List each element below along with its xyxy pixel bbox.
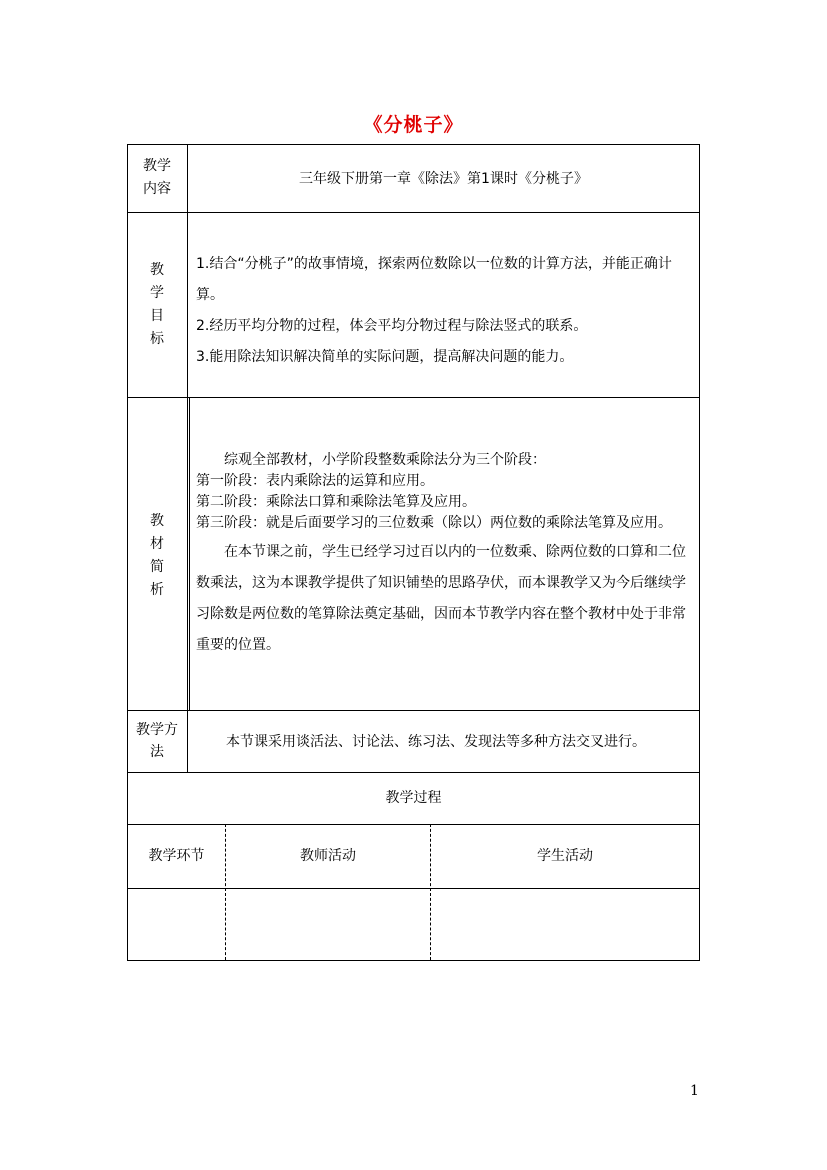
content-value: 三年级下册第一章《除法》第1课时《分桃子》: [299, 171, 588, 187]
material-intro: 综观全部教材，小学阶段整数乘除法分为三个阶段：: [224, 452, 546, 468]
lesson-plan-table: [127, 144, 700, 961]
material-analysis: [196, 450, 696, 661]
goal-item: 1.结合“分桃子”的故事情境，探索两位数除以一位数的计算方法，并能正确计算。: [196, 256, 672, 303]
method-value: 本节课采用谈活法、讨论法、练习法、发现法等多种方法交叉进行。: [226, 734, 646, 750]
process-header: 教学过程: [385, 790, 442, 806]
material-stage: 第三阶段：就是后面要学习的三位数乘（除以）两位数的乘除法笔算及应用。: [196, 515, 672, 531]
row-divider: [128, 397, 699, 398]
method-label: 教学方 法: [136, 722, 178, 760]
process-column-header: 教师活动: [300, 848, 356, 864]
goals-label: 教 学 目 标: [150, 262, 164, 347]
label-column-inner-line: [189, 397, 190, 710]
process-column-header: 学生活动: [537, 848, 593, 864]
row-divider: [128, 212, 699, 213]
row-divider: [128, 772, 699, 773]
content-label: 教学 内容: [143, 158, 171, 197]
label-column-divider: [187, 145, 188, 772]
goal-item: 3.能用除法知识解决简单的实际问题，提高解决问题的能力。: [196, 349, 574, 365]
page-number: 1: [690, 1083, 699, 1099]
material-stage: 第一阶段：表内乘除法的运算和应用。: [196, 473, 434, 489]
goals-list: [196, 249, 693, 373]
goal-item: 2.经历平均分物的过程，体会平均分物过程与除法竖式的联系。: [196, 318, 588, 334]
material-paragraph: 在本节课之前，学生已经学习过百以内的一位数乘、除两位数的口算和二位数乘法，这为本课教学提供了知识铺垫的思路孕伏，而本课教学又为今后继续学习除数是两位数的笔算除法奠定基础，因而本节教学内容在整个教材中处于非常重要的位置。: [196, 544, 686, 653]
row-divider: [128, 824, 699, 825]
process-column-header: 教学环节: [148, 848, 205, 864]
material-stage: 第二阶段：乘除法口算和乘除法笔算及应用。: [196, 494, 476, 510]
process-empty-row: [128, 889, 699, 960]
material-label: 教 材 简 析: [150, 513, 164, 598]
document-title: 《分桃子》: [363, 114, 464, 136]
row-divider: [128, 710, 699, 711]
